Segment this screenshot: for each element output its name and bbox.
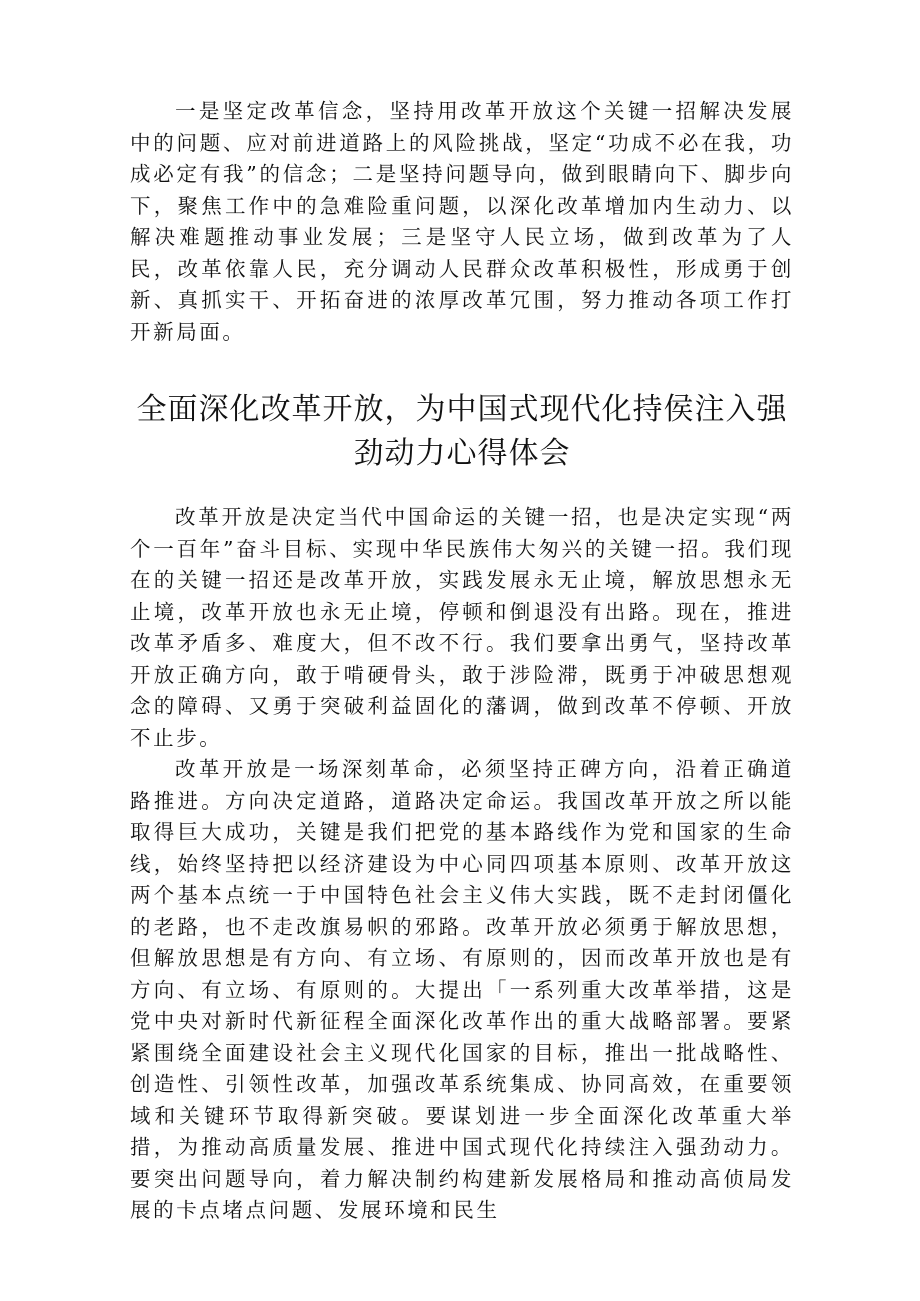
body-paragraph-1: 改革开放是决定当代中国命运的关键一招，也是决定实现“两个一百年”奋斗目标、实现中华民族伟大匆兴的关键一招。我们现在的关键一招还是改革开放，实践发展永无止境，解放思想永无止境，改革开放也永无止境，停顿和倒退没有出路。现在，推进改革矛盾多、难度大，但不改不行。我们要拿出勇气，坚持改革开放正确方向，敢于啃硬骨头，敢于涉险滞，既勇于冲破思想观念的障碍、又勇于突破利益固化的藩调，做到改革不停顿、开放不止步。 [130, 505, 794, 750]
intro-paragraph: 一是坚定改革信念，坚持用改革开放这个关键一招解决发展中的问题、应对前进道路上的风险挑战，坚定“功成不必在我，功成必定有我”的信念；二是坚持问题导向，做到眼睛向下、脚步向下，聚焦工作中的急难险重问题，以深化改革增加内生动力、以解决难题推动事业发展；三是坚守人民立场，做到改革为了人民，改革依靠人民，充分调动人民群众改革积极性，形成勇于创新、真抓实干、开拓奋进的浓厚改革冗围，努力推动各项工作打开新局面。 [130, 99, 794, 344]
body-paragraph-2: 改革开放是一场深刻革命，必须坚持正碑方向，沿着正确道路推进。方向决定道路，道路决定命运。我国改革开放之所以能取得巨大成功，关键是我们把党的基本路线作为党和国家的生命线，始终坚持把以经济建设为中心同四项基本原则、改革开放这两个基本点统一于中国特色社会主义伟大实践，既不走封闭僵化的老路，也不走改旗易帜的邪路。改革开放必须勇于解放思想，但解放思想是有方向、有立场、有原则的，因而改革开放也是有方向、有立场、有原则的。大提出「一系列重大改革举措，这是党中央对新时代新征程全面深化改革作出的重大战略部署。要紧紧围绕全面建设社会主义现代化国家的目标，推出一批战略性、创造性、引领性改革，加强改革系统集成、协同高效，在重要领域和关键环节取得新突破。要谋划进一步全面深化改革重大举措，为推动高质量发展、推进中国式现代化持续注入强劲动力。要突出问题导向，着力解决制约构建新发展格局和推动高侦局发展的卡点堵点问题、发展环境和民生 [130, 757, 794, 1222]
article-title: 全面深化改革开放，为中国式现代化持侯注入强劲动力心得体会 [136, 392, 788, 471]
